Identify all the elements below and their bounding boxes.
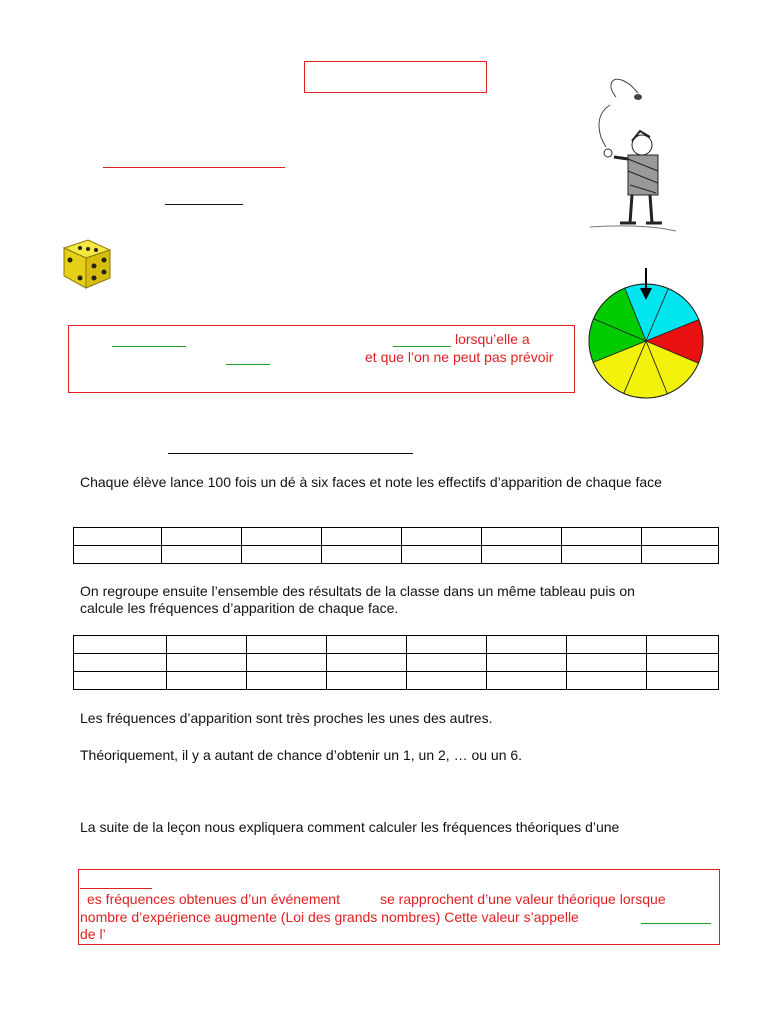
blank-green-1 [112, 346, 186, 347]
table-class-results [73, 635, 719, 690]
table-student-results [73, 527, 719, 564]
regroup-text-line1: On regroupe ensuite l’ensemble des résultats de la classe dans un même tableau puis on [80, 583, 635, 599]
table-row [74, 546, 719, 564]
theory-text: Théoriquement, il y a autant de chance d’obtenir un 1, un 2, … ou un 6. [80, 747, 523, 763]
definition-line2-right: et que l’on ne peut pas prévoir [365, 349, 554, 365]
blank-green-4 [641, 923, 711, 924]
law-line1a: es fréquences obtenues d’un événement [87, 891, 340, 907]
table-row [74, 528, 719, 546]
definition-line1-right: lorsqu’elle a [455, 331, 530, 347]
observation-text: Les fréquences d’apparition sont très proches les unes des autres. [80, 710, 493, 726]
section-underline [168, 453, 413, 454]
table-row [74, 654, 719, 672]
intro-text: Chaque élève lance 100 fois un dé à six faces et note les effectifs d’apparition de chaque face [80, 474, 662, 490]
table-row [74, 636, 719, 654]
law-line1b: se rapprochent d’une valeur théorique lorsque [380, 891, 666, 907]
spinner-sectors [589, 284, 703, 398]
heading-underline [103, 167, 285, 168]
blank-green-3 [226, 364, 270, 365]
title-box [304, 61, 487, 93]
blank-red-1 [80, 888, 152, 889]
law-line3: de l’ [80, 926, 106, 942]
spinner-wheel [584, 266, 708, 430]
subheading-underline [165, 204, 243, 205]
cartoon-figure [580, 75, 680, 235]
table-row [74, 672, 719, 690]
regroup-text-line2: calcule les fréquences d’apparition de chaque face. [80, 600, 399, 616]
law-line2: nombre d’expérience augmente (Loi des grands nombres) Cette valeur s’appelle [80, 909, 579, 925]
blank-green-2 [393, 346, 451, 347]
next-lesson-text: La suite de la leçon nous expliquera comment calculer les fréquences théoriques d’une [80, 819, 620, 835]
die-icon [58, 236, 114, 292]
